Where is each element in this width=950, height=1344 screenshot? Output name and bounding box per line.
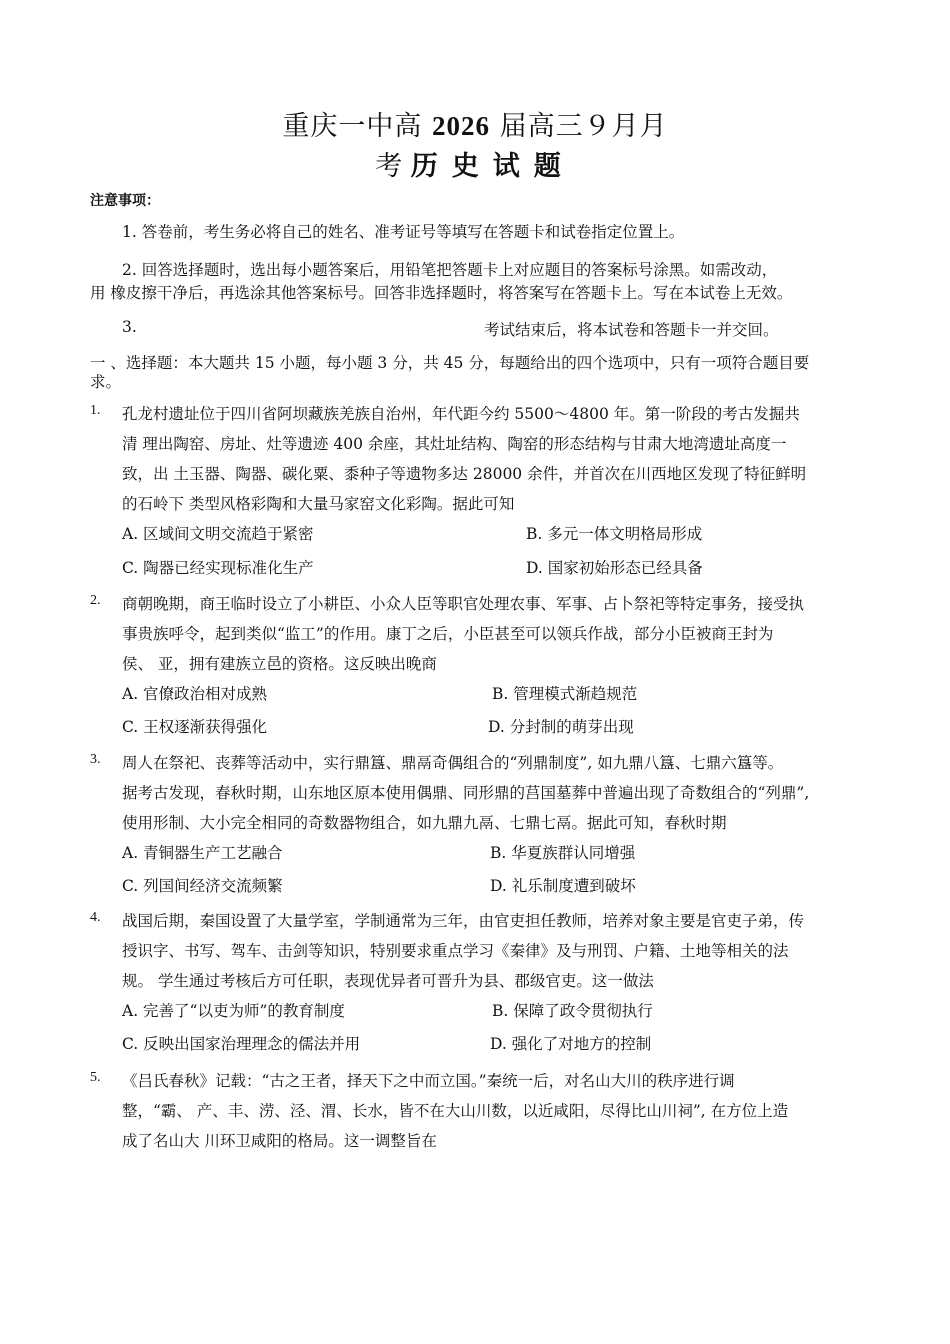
- question-2-option-a[interactable]: A. 官僚政治相对成熟: [122, 685, 268, 703]
- question-1-option-d[interactable]: D. 国家初始形态已经具备: [526, 559, 703, 577]
- question-2-number: 2.: [90, 593, 101, 608]
- question-2-option-b[interactable]: B. 管理模式渐趋规范: [492, 685, 638, 703]
- question-1-line: 的石岭下 类型风格彩陶和大量马家窑文化彩陶。据此可知: [122, 495, 515, 513]
- question-5-number: 5.: [90, 1070, 101, 1085]
- question-5-line: 整，“霸、 产、丰、涝、泾、渭、长水，皆不在大山川数，以近咸阳，尽得比山川祠”, 在方位上造: [122, 1102, 789, 1120]
- question-4-line: 战国后期，秦国设置了大量学室，学制通常为三年，由官吏担任教师，培养对象主要是官吏子弟，传: [122, 912, 805, 930]
- question-3-number: 3.: [90, 752, 101, 767]
- notice-heading: 注意事项：: [90, 193, 160, 209]
- section-heading-line1: 一 、选择题：本大题共 15 小题，每小题 3 分，共 45 分，每题给出的四个选项中，只有一项符合题目要: [90, 354, 810, 372]
- question-1-line: 致，出 土玉器、陶器、碳化粟、黍种子等遗物多达 28000 余件，并首次在川西地区发现了特征鲜明: [122, 465, 807, 483]
- title2-subject: 历史试题: [410, 151, 575, 182]
- question-2-line: 事贵族呼令，起到类似“监工”的作用。康丁之后，小臣甚至可以领兵作战，部分小臣被商王封为: [122, 625, 774, 643]
- exam-title-line1: [0, 104, 950, 143]
- question-4-option-a[interactable]: A. 完善了“以吏为师”的教育制度: [122, 1002, 345, 1020]
- question-3-line: 周人在祭祀、丧葬等活动中，实行鼎簋、鼎鬲奇偶组合的“列鼎制度”, 如九鼎八簋、七鼎六簋等。: [122, 754, 784, 772]
- notice-item-3-text: 考试结束后，将本试卷和答题卡一并交回。: [484, 321, 779, 339]
- question-1-option-c[interactable]: C. 陶器已经实现标准化生产: [122, 559, 314, 577]
- exam-title-line2: [0, 144, 950, 183]
- question-1-number: 1.: [90, 403, 101, 418]
- question-4-number: 4.: [90, 910, 101, 925]
- title-year: 2026: [432, 111, 490, 141]
- section-heading-line2: 求。: [90, 373, 122, 391]
- question-3-option-c[interactable]: C. 列国间经济交流频繁: [122, 877, 283, 895]
- question-1-line: 清 理出陶窑、房址、灶等遗迹 400 余座，其灶址结构、陶窑的形态结构与甘肃大地湾遗址高度一: [122, 435, 787, 453]
- notice-item-1: 1. 答卷前，考生务必将自己的姓名、准考证号等填写在答题卡和试卷指定位置上。: [122, 223, 685, 241]
- question-2-option-c[interactable]: C. 王权逐渐获得强化: [122, 718, 268, 736]
- title2-prefix: 考: [375, 151, 403, 182]
- question-4-option-c[interactable]: C. 反映出国家治理理念的儒法并用: [122, 1035, 361, 1053]
- question-2-option-d[interactable]: D. 分封制的萌芽出现: [488, 718, 634, 736]
- question-4-line: 规。 学生通过考核后方可任职，表现优异者可晋升为县、郡级官吏。这一做法: [122, 972, 654, 990]
- notice-item-2-line1: 2. 回答选择题时，选出每小题答案后，用铅笔把答题卡上对应题目的答案标号涂黑。如需改动，: [122, 261, 778, 279]
- question-2-line: 商朝晚期，商王临时设立了小耕臣、小众人臣等职官处理农事、军事、占卜祭祀等特定事务，接受执: [122, 595, 805, 613]
- title-suffix: 届高三９月月: [499, 111, 668, 142]
- question-3-option-b[interactable]: B. 华夏族群认同增强: [490, 844, 636, 862]
- title-prefix: 重庆一中高: [282, 111, 423, 142]
- question-3-option-a[interactable]: A. 青铜器生产工艺融合: [122, 844, 283, 862]
- question-4-option-d[interactable]: D. 强化了对地方的控制: [490, 1035, 652, 1053]
- question-4-line: 授识字、书写、驾车、击剑等知识，特别要求重点学习《秦律》及与刑罚、户籍、土地等相关的法: [122, 942, 789, 960]
- question-3-line: 使用形制、大小完全相同的奇数器物组合，如九鼎九鬲、七鼎七鬲。据此可知，春秋时期: [122, 814, 727, 832]
- notice-item-3-num: 3.: [122, 318, 137, 336]
- question-5-line: 成了名山大 川环卫咸阳的格局。这一调整旨在: [122, 1132, 437, 1150]
- notice-item-2-line2: 用 橡皮擦干净后，再选涂其他答案标号。回答非选择题时，将答案写在答题卡上。写在本试卷上无效。: [90, 284, 793, 302]
- question-1-option-b[interactable]: B. 多元一体文明格局形成: [526, 525, 703, 543]
- question-4-option-b[interactable]: B. 保障了政令贯彻执行: [492, 1002, 653, 1020]
- question-2-line: 侯、 亚，拥有建族立邑的资格。这反映出晚商: [122, 655, 437, 673]
- question-1-line: 孔龙村遗址位于四川省阿坝藏族羌族自治州，年代距今约 5500～4800 年。第一阶段的考古发掘共: [122, 405, 800, 423]
- question-1-option-a[interactable]: A. 区域间文明交流趋于紧密: [122, 525, 314, 543]
- question-3-line: 据考古发现，春秋时期，山东地区原本使用偶鼎、同形鼎的莒国墓葬中普遍出现了奇数组合的“列鼎”,: [122, 784, 810, 802]
- question-3-option-d[interactable]: D. 礼乐制度遭到破坏: [490, 877, 636, 895]
- question-5-line: 《吕氏春秋》记载：“古之王者，择天下之中而立国。”秦统一后，对名山大川的秩序进行调: [122, 1072, 735, 1090]
